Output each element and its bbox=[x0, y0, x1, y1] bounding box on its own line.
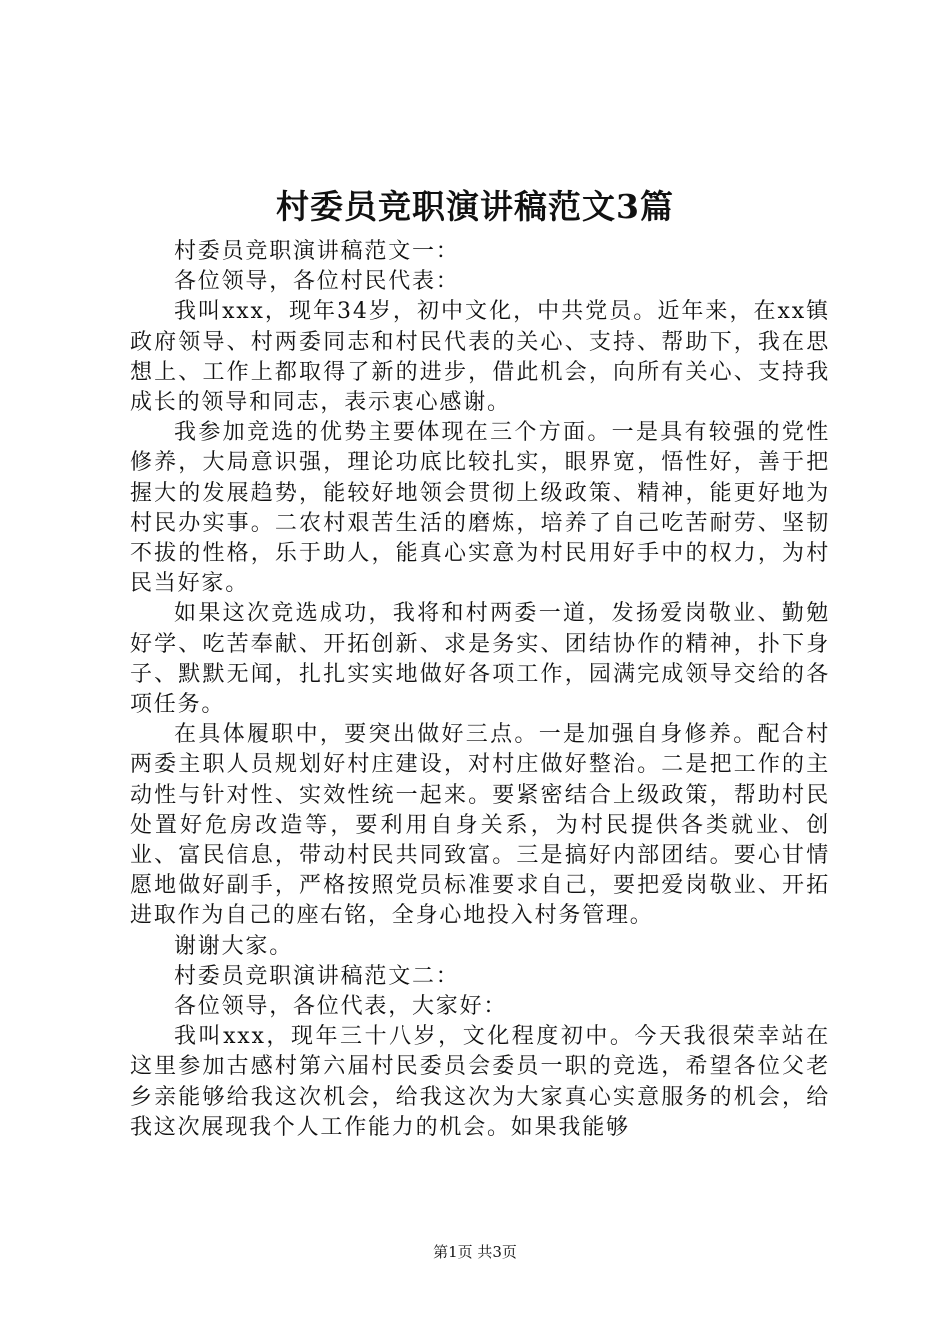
salutation-2: 各位领导，各位代表，大家好： bbox=[174, 994, 508, 1020]
body-paragraph: 我参加竞选的优势主要体现在三个方面。一是具有较强的党性修养，大局意识强，理论功底比较扎实，眼界宽，悟性好，善于把握大的发展趋势，能较好地领会贯彻上级政策、精神，能更好地为村民办实事。二农村艰苦生活的磨炼，培养了自己吃苦耐劳、坚韧不拔的性格，乐于助人，能真心实意为村民用好手中的权力，为村民当好家。 bbox=[130, 420, 830, 597]
body-paragraph: 我叫xxx，现年34岁，初中文化，中共党员。近年来，在xx镇政府领导、村两委同志和村民代表的关心、支持、帮助下，我在思想上、工作上都取得了新的进步，借此机会，向所有关心、支持我成长的领导和同志，表示衷心感谢。 bbox=[130, 299, 830, 416]
document-title: 村委员竞职演讲稿范文3篇 bbox=[276, 187, 674, 226]
salutation-1: 各位领导，各位村民代表： bbox=[174, 269, 460, 295]
body-paragraph: 如果这次竞选成功，我将和村两委一道，发扬爱岗敬业、勤勉好学、吃苦奉献、开拓创新、求是务实、团结协作的精神，扑下身子、默默无闻，扎扎实实地做好各项工作，园满完成领导交给的各项任务。 bbox=[130, 601, 830, 718]
closing-line: 谢谢大家。 bbox=[174, 933, 294, 959]
body-paragraph: 我叫xxx，现年三十八岁，文化程度初中。今天我很荣幸站在这里参加古感村第六届村民委员会委员一职的竞选，希望各位父老乡亲能够给我这次机会，给我这次为大家真心实意服务的机会，给我这次展现我个人工作能力的机会。如果我能够 bbox=[130, 1024, 830, 1140]
section-heading-2: 村委员竞职演讲稿范文二： bbox=[174, 963, 460, 989]
document-body bbox=[130, 237, 830, 1143]
page-footer: 第1页 共3页 bbox=[433, 1243, 517, 1261]
section-heading-1: 村委员竞职演讲稿范文一： bbox=[174, 239, 460, 264]
body-paragraph: 在具体履职中，要突出做好三点。一是加强自身修养。配合村两委主职人员规划好村庄建设，对村庄做好整治。二是把工作的主动性与针对性、实效性统一起来。要紧密结合上级政策，帮助村民处置好危房改造等，要利用自身关系，为村民提供各类就业、创业、富民信息，带动村民共同致富。三是搞好内部团结。要心甘情愿地做好副手，严格按照党员标准要求自己，要把爱岗敬业、开拓进取作为自己的座右铭，全身心地投入村务管理。 bbox=[130, 722, 830, 929]
